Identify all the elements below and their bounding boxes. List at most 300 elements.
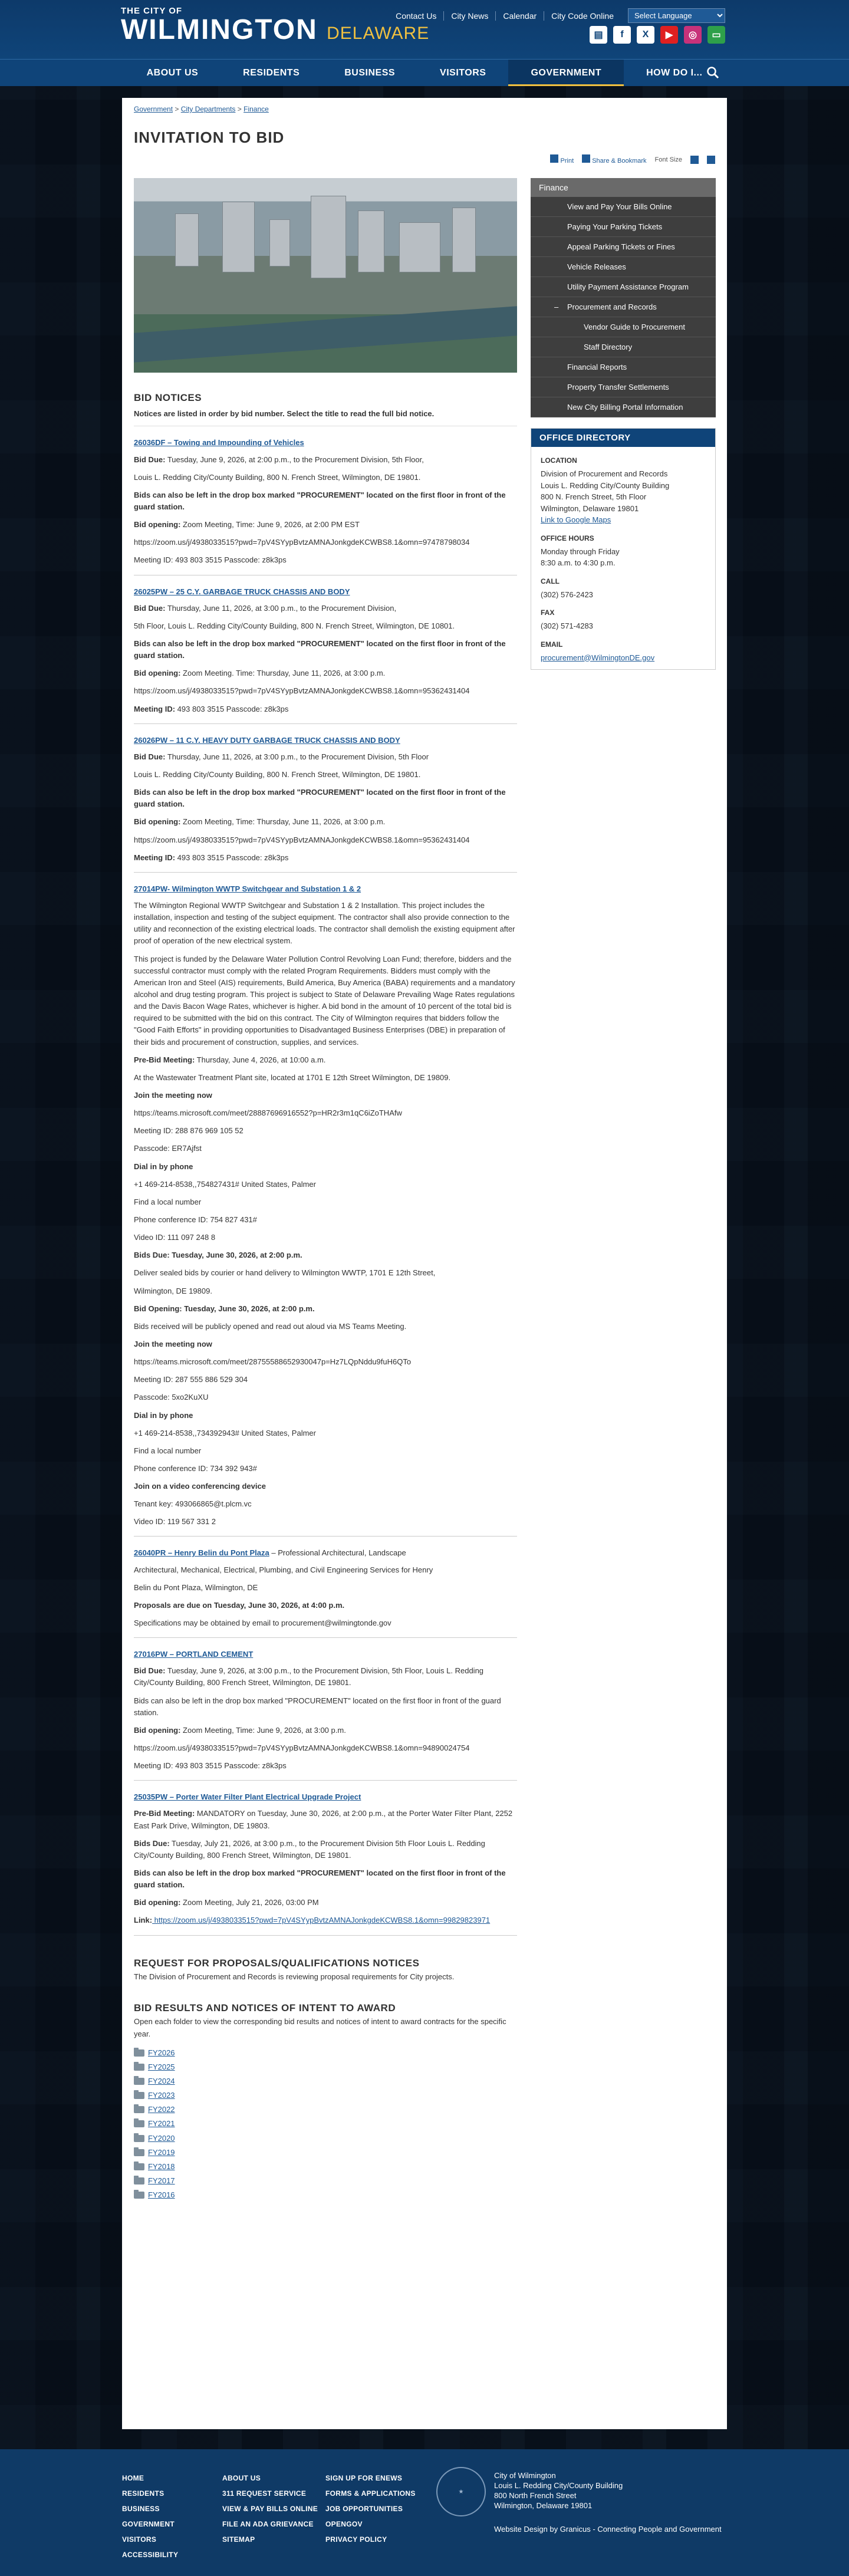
footer-link[interactable]: BUSINESS bbox=[122, 2505, 160, 2513]
divider bbox=[134, 1780, 517, 1781]
bid-detail-line bbox=[134, 816, 517, 828]
bid-detail-line bbox=[134, 1427, 517, 1439]
bid-detail-label: Bid Due: bbox=[134, 752, 166, 761]
bid-detail-text: +1 469-214-8538,,734392943# United States, Palmer bbox=[134, 1428, 316, 1437]
sidebar-menu-label: Appeal Parking Tickets or Fines bbox=[567, 242, 675, 251]
bid-detail-text: MANDATORY on Tuesday, June 30, 2026, at 2:00 p.m., at the Porter Water Filter Plant, 2252 East Park Drive, Wilmington, DE 19803. bbox=[134, 1809, 513, 1830]
bid-detail-text[interactable]: https://zoom.us/j/4938033515?pwd=7pV4SYypBvtzAMNAJonkgdeKCWBS8.1&omn=95362431404 bbox=[134, 835, 470, 844]
bid-detail-label: Proposals are due on Tuesday, June 30, 2026, at 4:00 p.m. bbox=[134, 1600, 345, 1610]
divider bbox=[134, 872, 517, 873]
x-icon[interactable]: X bbox=[637, 26, 654, 44]
sidebar-menu-label: Paying Your Parking Tickets bbox=[567, 222, 663, 231]
bid-detail-text: At the Wastewater Treatment Plant site, located at 1701 E 12th Street Wilmington, DE 19809. bbox=[134, 1072, 451, 1082]
main-nav bbox=[0, 59, 849, 86]
sidebar-menu-item[interactable] bbox=[531, 377, 716, 397]
google-maps-link[interactable]: Link to Google Maps bbox=[541, 515, 611, 524]
nav-how-do-i[interactable]: HOW DO I... bbox=[646, 68, 703, 78]
bid-detail-text[interactable]: https://zoom.us/j/4938033515?pwd=7pV4SYypBvtzAMNAJonkgdeKCWBS8.1&omn=95362431404 bbox=[134, 686, 470, 696]
share-icon bbox=[582, 154, 590, 163]
bid-notice bbox=[134, 1649, 517, 1781]
section-menu-head[interactable]: Finance bbox=[531, 178, 716, 197]
footer-column-3 bbox=[325, 2470, 416, 2547]
bid-detail-line bbox=[134, 834, 517, 846]
folder-icon bbox=[134, 2078, 144, 2085]
location-label: LOCATION bbox=[541, 456, 577, 465]
bid-detail-line bbox=[134, 1391, 517, 1403]
footer-link[interactable]: SITEMAP bbox=[222, 2535, 255, 2544]
bid-detail-text: Louis L. Redding City/County Building, 800 N. French Street, Wilmington, DE 19801. bbox=[134, 472, 421, 482]
breadcrumb-finance[interactable]: Finance bbox=[243, 105, 269, 113]
bid-title-row bbox=[134, 586, 517, 598]
building bbox=[399, 222, 440, 272]
logo-big bbox=[121, 16, 429, 48]
fax-number: (302) 571-4283 bbox=[541, 621, 593, 630]
main-content bbox=[134, 178, 517, 2203]
bid-detail-label: Join the meeting now bbox=[134, 1339, 212, 1348]
results-heading: BID RESULTS AND NOTICES OF INTENT TO AWARD bbox=[134, 2002, 396, 2014]
folder-link[interactable]: FY2018 bbox=[148, 2162, 175, 2171]
content-card bbox=[122, 98, 727, 2429]
facebook-icon[interactable]: f bbox=[613, 26, 631, 44]
bid-detail-text: Specifications may be obtained by email to procurement@wilmingtonde.gov bbox=[134, 1618, 391, 1628]
breadcrumb-government[interactable]: Government bbox=[134, 105, 173, 113]
utility-calendar-link[interactable]: Calendar bbox=[496, 11, 544, 21]
bid-detail-line bbox=[134, 1897, 517, 1909]
bid-detail-line bbox=[134, 537, 517, 548]
share-button[interactable] bbox=[582, 154, 646, 165]
bid-detail-line bbox=[134, 1356, 517, 1368]
bid-detail-text: Phone conference ID: 734 392 943# bbox=[134, 1463, 257, 1473]
bid-detail-line bbox=[134, 603, 517, 614]
footer-link[interactable]: ABOUT US bbox=[222, 2474, 261, 2482]
bid-detail-line bbox=[134, 900, 517, 948]
bid-detail-text: Meeting ID: 493 803 3515 Passcode: z8k3ps bbox=[134, 555, 287, 565]
bid-detail-label: Bids can also be left in the drop box marked "PROCUREMENT" located on the first floor in front of the guard station. bbox=[134, 490, 506, 512]
sidebar-menu-label: Staff Directory bbox=[584, 343, 633, 351]
news-icon[interactable]: ▤ bbox=[590, 26, 607, 44]
directory-body bbox=[531, 447, 715, 669]
section-menu bbox=[531, 178, 716, 417]
bid-detail-line bbox=[134, 1232, 517, 1243]
bid-detail-line bbox=[134, 1742, 517, 1754]
bid-detail-text: Bids received will be publicly opened and read out aloud via MS Teams Meeting. bbox=[134, 1321, 407, 1331]
bid-detail-line bbox=[134, 685, 517, 697]
footer-link[interactable]: OPENGOV bbox=[325, 2520, 363, 2528]
logo-city: WILMINGTON bbox=[121, 14, 318, 45]
print-icon bbox=[550, 154, 558, 163]
nav-visitors[interactable]: VISITORS bbox=[440, 68, 486, 78]
footer-link[interactable]: FORMS & APPLICATIONS bbox=[325, 2489, 416, 2498]
folder-link[interactable]: FY2016 bbox=[148, 2190, 175, 2200]
footer-link[interactable]: FILE AN ADA GRIEVANCE bbox=[222, 2520, 314, 2528]
email-link[interactable]: procurement@WilmingtonDE.gov bbox=[541, 653, 655, 662]
location-line: Division of Procurement and Records bbox=[541, 469, 668, 478]
logo-state: DELAWARE bbox=[327, 24, 430, 43]
footer-address bbox=[494, 2470, 623, 2511]
bid-detail-label: Dial in by phone bbox=[134, 1162, 193, 1171]
bid-detail-label: Bids Due: Tuesday, June 30, 2026, at 2:00 p.m. bbox=[134, 1251, 302, 1260]
breadcrumb: Government > City Departments > Finance bbox=[134, 105, 269, 113]
bid-detail-text: Tuesday, July 21, 2026, at 3:00 p.m., to the Procurement Division 5th Floor Louis L. Redding City/County Building, 800 French Street, Wilmington, DE 19801. bbox=[134, 1838, 485, 1860]
footer-link[interactable]: SIGN UP FOR ENEWS bbox=[325, 2474, 403, 2482]
bid-detail-text[interactable]: https://zoom.us/j/4938033515?pwd=7pV4SYypBvtzAMNAJonkgdeKCWBS8.1&omn=94890024754 bbox=[134, 1743, 470, 1753]
sidebar-menu-label: Procurement and Records bbox=[567, 302, 657, 311]
folder-link[interactable]: FY2023 bbox=[148, 2091, 175, 2100]
chat-icon[interactable]: ▭ bbox=[708, 26, 725, 44]
call-label: CALL bbox=[541, 577, 560, 585]
bid-detail-line bbox=[134, 953, 517, 1048]
bid-detail-line bbox=[134, 1481, 517, 1492]
bid-notice bbox=[134, 1791, 517, 1935]
bid-detail-line bbox=[134, 472, 517, 483]
bid-title-link[interactable]: 26026PW – 11 C.Y. HEAVY DUTY GARBAGE TRUCK CHASSIS AND BODY bbox=[134, 735, 400, 745]
bid-detail-text[interactable]: https://teams.microsoft.com/meet/28887696916552?p=HR2r3m1qC6iZoTHAfw bbox=[134, 1108, 402, 1118]
bid-detail-text: Phone conference ID: 754 827 431# bbox=[134, 1215, 257, 1224]
bid-detail-label: Meeting ID: bbox=[134, 704, 176, 713]
sidebar-menu-item[interactable] bbox=[531, 317, 716, 337]
rfp-heading: REQUEST FOR PROPOSALS/QUALIFICATIONS NOTICES bbox=[134, 1957, 420, 1969]
building bbox=[311, 196, 346, 278]
youtube-icon[interactable]: ▶ bbox=[660, 26, 678, 44]
page-title: INVITATION TO BID bbox=[134, 129, 285, 146]
bid-detail-line bbox=[134, 1445, 517, 1457]
bid-detail-line bbox=[134, 620, 517, 632]
folder-item[interactable] bbox=[134, 2090, 517, 2101]
results-text: Open each folder to view the corresponding bid results and notices of intent to award contracts for the specific year. bbox=[134, 2017, 506, 2038]
bid-detail-text: Tenant key: 493066865@t.plcm.vc bbox=[134, 1499, 252, 1509]
bid-detail-line bbox=[134, 638, 517, 662]
bid-detail-text: Zoom Meeting, Time: June 9, 2026, at 3:00 p.m. bbox=[180, 1725, 346, 1735]
folder-icon bbox=[134, 2106, 144, 2113]
folder-icon bbox=[134, 2092, 144, 2099]
bid-detail-line bbox=[134, 1564, 517, 1576]
sidebar bbox=[531, 178, 716, 670]
folder-link[interactable]: FY2019 bbox=[148, 2147, 175, 2157]
bid-detail-text: 493 803 3515 Passcode: z8k3ps bbox=[175, 704, 289, 713]
bid-detail-line bbox=[134, 1498, 517, 1510]
folder-link[interactable]: FY2020 bbox=[148, 2133, 175, 2143]
bid-title-row bbox=[134, 1791, 517, 1803]
bid-notice bbox=[134, 437, 517, 575]
share-label: Share & Bookmark bbox=[592, 157, 647, 165]
bid-detail-line bbox=[134, 1179, 517, 1190]
building bbox=[175, 213, 199, 267]
folder-list bbox=[134, 2047, 517, 2202]
footer-column-1 bbox=[122, 2470, 178, 2562]
folder-item[interactable] bbox=[134, 2175, 517, 2187]
folder-item[interactable] bbox=[134, 2047, 517, 2059]
bid-title-row bbox=[134, 1547, 517, 1559]
nav-about-us[interactable]: ABOUT US bbox=[146, 68, 199, 78]
hours-line: 8:30 a.m. to 4:30 p.m. bbox=[541, 558, 616, 567]
sidebar-menu-item[interactable] bbox=[531, 277, 716, 297]
hero-image bbox=[134, 178, 517, 373]
bid-title-link[interactable]: 27016PW – PORTLAND CEMENT bbox=[134, 1650, 254, 1659]
utility-news-link[interactable]: City News bbox=[444, 11, 496, 21]
bid-detail-label: Bids can also be left in the drop box marked "PROCUREMENT" located on the first floor in front of the guard station. bbox=[134, 1868, 506, 1890]
site-header bbox=[0, 0, 849, 59]
folder-link[interactable]: FY2021 bbox=[148, 2119, 175, 2128]
bid-detail-text: The Wilmington Regional WWTP Switchgear and Substation 1 & 2 Installation. This project includes the installation, inspection and testing of the subject equipment. The contractor shall also provide connection to the utility and reconnection of the existing electrical loads. The contractor shall demolish the existing equipment after proof of operation of the new electrical system. bbox=[134, 901, 515, 946]
folder-link[interactable]: FY2025 bbox=[148, 2062, 175, 2071]
folder-item[interactable] bbox=[134, 2133, 517, 2144]
bid-detail-label: Bid Due: bbox=[134, 603, 166, 613]
bid-detail-text: Passcode: 5xo2KuXU bbox=[134, 1393, 209, 1402]
bid-title-row bbox=[134, 437, 517, 449]
bid-detail-line bbox=[134, 554, 517, 566]
bid-detail-line bbox=[134, 1196, 517, 1208]
bid-detail-line bbox=[134, 1267, 517, 1279]
bid-title-link[interactable]: 26040PR – Henry Belin du Pont Plaza bbox=[134, 1548, 269, 1558]
bid-detail-text: Meeting ID: 287 555 886 529 304 bbox=[134, 1375, 248, 1384]
bid-detail-label: Link: bbox=[134, 1916, 153, 1925]
directory-head: OFFICE DIRECTORY bbox=[531, 429, 715, 447]
bid-detail-text: Tuesday, June 9, 2026, at 3:00 p.m., to the Procurement Division, 5th Floor, Louis L. Redding City/County Building, 800 French Street, Wilmington, DE 19801. bbox=[134, 1666, 484, 1687]
bid-detail-text: Meeting ID: 288 876 969 105 52 bbox=[134, 1126, 243, 1136]
bid-detail-line bbox=[134, 454, 517, 466]
footer-link[interactable]: RESIDENTS bbox=[122, 2489, 164, 2498]
bid-title-link[interactable]: 26025PW – 25 C.Y. GARBAGE TRUCK CHASSIS AND BODY bbox=[134, 587, 350, 596]
bid-detail-label: Pre-Bid Meeting: bbox=[134, 1055, 195, 1064]
bid-title-suffix: – Professional Architectural, Landscape bbox=[269, 1548, 406, 1558]
office-directory bbox=[531, 428, 716, 670]
bid-detail-text: Thursday, June 4, 2026, at 10:00 a.m. bbox=[195, 1055, 326, 1064]
phone-number[interactable]: (302) 576-2423 bbox=[541, 590, 593, 599]
folder-item[interactable] bbox=[134, 2104, 517, 2116]
bid-detail-label: Join on a video conferencing device bbox=[134, 1482, 266, 1491]
bid-detail-text: Find a local number bbox=[134, 1446, 202, 1455]
bid-detail-line bbox=[134, 1725, 517, 1736]
bid-detail-text: Passcode: ER7Ajfst bbox=[134, 1144, 202, 1153]
bid-detail-text: Louis L. Redding City/County Building, 800 N. French Street, Wilmington, DE 19801. bbox=[134, 770, 421, 779]
folder-item[interactable] bbox=[134, 2075, 517, 2087]
bid-detail-line bbox=[134, 1838, 517, 1861]
sidebar-menu-item[interactable] bbox=[531, 357, 716, 377]
bid-detail-text: Video ID: 119 567 331 2 bbox=[134, 1517, 216, 1526]
utility-code-link[interactable]: City Code Online bbox=[551, 11, 614, 21]
sidebar-menu-item[interactable] bbox=[531, 337, 716, 357]
nav-residents[interactable]: RESIDENTS bbox=[243, 68, 300, 78]
sidebar-menu-item[interactable] bbox=[531, 297, 716, 317]
footer-link[interactable]: PRIVACY POLICY bbox=[325, 2535, 387, 2544]
bid-detail-text[interactable]: https://zoom.us/j/4938033515?pwd=7pV4SYypBvtzAMNAJonkgdeKCWBS8.1&omn=97478798034 bbox=[134, 538, 470, 547]
sidebar-menu-label: Property Transfer Settlements bbox=[567, 383, 669, 392]
folder-link[interactable]: FY2026 bbox=[148, 2048, 175, 2057]
breadcrumb-departments[interactable]: City Departments bbox=[180, 105, 236, 113]
font-decrease-icon[interactable] bbox=[707, 156, 715, 164]
footer-link[interactable]: VISITORS bbox=[122, 2535, 157, 2544]
bid-detail-line bbox=[134, 703, 517, 715]
folder-icon bbox=[134, 2149, 144, 2156]
bid-detail-line bbox=[134, 1090, 517, 1101]
location-line: Louis L. Redding City/County Building bbox=[541, 481, 670, 490]
sidebar-menu-label: Utility Payment Assistance Program bbox=[567, 282, 689, 291]
bid-detail-text: Architectural, Mechanical, Electrical, Plumbing, and Civil Engineering Services for Henry bbox=[134, 1565, 433, 1574]
footer-address-line: City of Wilmington bbox=[494, 2471, 556, 2480]
footer-link[interactable]: GOVERNMENT bbox=[122, 2520, 175, 2528]
search-icon[interactable] bbox=[706, 66, 719, 79]
bid-detail-text: Belin du Pont Plaza, Wilmington, DE bbox=[134, 1583, 258, 1592]
site-logo[interactable] bbox=[121, 6, 429, 48]
river bbox=[134, 306, 517, 362]
footer-credit[interactable]: Website Design by Granicus - Connecting People and Government bbox=[494, 2525, 722, 2534]
bid-detail-line bbox=[134, 1582, 517, 1594]
folder-item[interactable] bbox=[134, 2147, 517, 2159]
bid-detail-label: Dial in by phone bbox=[134, 1410, 193, 1420]
bid-detail-line bbox=[134, 1695, 517, 1719]
bid-notice bbox=[134, 883, 517, 1537]
bid-detail-text[interactable]: https://zoom.us/j/4938033515?pwd=7pV4SYypBvtzAMNAJonkgdeKCWBS8.1&omn=99829823971 bbox=[152, 1916, 491, 1925]
footer-column-2 bbox=[222, 2470, 318, 2547]
bid-detail-line bbox=[134, 1338, 517, 1350]
folder-icon bbox=[134, 2177, 144, 2184]
folder-link[interactable]: FY2017 bbox=[148, 2176, 175, 2185]
divider bbox=[134, 723, 517, 724]
bid-detail-text: Bids can also be left in the drop box marked "PROCUREMENT" located on the first floor in front of the guard station. bbox=[134, 1696, 501, 1717]
bid-title-row bbox=[134, 883, 517, 895]
bid-detail-label: Bid Due: bbox=[134, 455, 166, 464]
building bbox=[269, 219, 290, 267]
bid-title-link[interactable]: 26036DF – Towing and Impounding of Vehicles bbox=[134, 438, 304, 448]
footer-address-line: 800 North French Street bbox=[494, 2491, 577, 2500]
folder-item[interactable] bbox=[134, 2118, 517, 2130]
site-footer bbox=[0, 2449, 849, 2576]
building bbox=[452, 208, 476, 272]
bid-detail-line bbox=[134, 1665, 517, 1689]
bid-detail-label: Bid opening: bbox=[134, 1898, 181, 1907]
collapse-icon[interactable]: – bbox=[554, 302, 559, 311]
footer-address-line: Louis L. Redding City/County Building bbox=[494, 2481, 623, 2490]
logo-small: THE CITY OF bbox=[121, 6, 183, 16]
folder-icon bbox=[134, 2120, 144, 2127]
building bbox=[222, 202, 255, 272]
bid-detail-line bbox=[134, 769, 517, 781]
bid-list bbox=[134, 437, 517, 1935]
bid-detail-line bbox=[134, 1249, 517, 1261]
bid-detail-line bbox=[134, 1321, 517, 1333]
bid-detail-line bbox=[134, 489, 517, 513]
footer-link[interactable]: VIEW & PAY BILLS ONLINE bbox=[222, 2505, 318, 2513]
bid-detail-label: Bids can also be left in the drop box marked "PROCUREMENT" located on the first floor in front of the guard station. bbox=[134, 788, 506, 809]
sidebar-menu-item[interactable] bbox=[531, 217, 716, 237]
bid-notice bbox=[134, 735, 517, 873]
footer-address-line: Wilmington, Delaware 19801 bbox=[494, 2501, 593, 2510]
bid-detail-text: Deliver sealed bids by courier or hand delivery to Wilmington WWTP, 1701 E 12th Street, bbox=[134, 1268, 436, 1278]
sidebar-menu-label: View and Pay Your Bills Online bbox=[567, 202, 672, 211]
folder-item[interactable] bbox=[134, 2189, 517, 2201]
city-seal-icon: ★ bbox=[436, 2467, 486, 2516]
bid-detail-text: Zoom Meeting. Time: Thursday, June 11, 2026, at 3:00 p.m. bbox=[180, 669, 386, 678]
bid-detail-line bbox=[134, 1914, 517, 1926]
bid-detail-line bbox=[134, 1143, 517, 1154]
folder-icon bbox=[134, 2163, 144, 2170]
language-select[interactable] bbox=[628, 8, 725, 23]
bid-detail-text: Video ID: 111 097 248 8 bbox=[134, 1233, 216, 1242]
bid-detail-line bbox=[134, 1054, 517, 1066]
bid-title-link[interactable]: 25035PW – Porter Water Filter Plant Electrical Upgrade Project bbox=[134, 1792, 361, 1802]
utility-contact-link[interactable]: Contact Us bbox=[389, 11, 444, 21]
bid-notices-note: Notices are listed in order by bid number. Select the title to read the full bid notice. bbox=[134, 409, 435, 419]
instagram-icon[interactable]: ◎ bbox=[684, 26, 702, 44]
footer-link[interactable]: JOB OPPORTUNITIES bbox=[325, 2505, 403, 2513]
bid-detail-text: Tuesday, June 9, 2026, at 2:00 p.m., to the Procurement Division, 5th Floor, bbox=[165, 455, 424, 464]
bid-detail-line bbox=[134, 1867, 517, 1891]
footer-link[interactable]: 311 REQUEST SERVICE bbox=[222, 2489, 307, 2498]
utility-links bbox=[389, 8, 725, 23]
bid-detail-line bbox=[134, 1285, 517, 1297]
bid-detail-label: Bids Due: bbox=[134, 1838, 170, 1848]
bid-title-link[interactable]: 27014PW- Wilmington WWTP Switchgear and Substation 1 & 2 bbox=[134, 884, 361, 893]
bid-detail-line bbox=[134, 1125, 517, 1137]
bid-detail-text: This project is funded by the Delaware Water Pollution Control Revolving Loan Fund; therefore, bidders and the successful contractor must comply with the related Program Requirements. Bidders must comply with the American Iron and Steel (AIS) requirements, Build America, Buy America (BABA) requirements and a mandatory alcohol and drug testing program. This project is subject to State of Delaware Prevailing Wage Rates regulations and the Davis Bacon Wage Rates, whichever is higher. A bid bond in the amount of 10 percent of the total bid is required to be submitted with the bid on this contract. The City of Wilmington requires that bidders follow the "Good Faith Efforts" in providing opportunities to Disadvantaged Business Enterprises (DBE) in preparation of their bids and procurement of construction, supplies, and services. bbox=[134, 954, 515, 1047]
email-label: EMAIL bbox=[541, 640, 563, 649]
bid-detail-label: Bid opening: bbox=[134, 817, 181, 827]
bid-detail-line bbox=[134, 1072, 517, 1084]
bid-detail-text: Zoom Meeting, Time: Thursday, June 11, 2026, at 3:00 p.m. bbox=[180, 817, 386, 827]
sidebar-menu-label: Vendor Guide to Procurement bbox=[584, 323, 685, 331]
bid-detail-label: Bids can also be left in the drop box marked "PROCUREMENT" located on the first floor in front of the guard station. bbox=[134, 639, 506, 660]
bid-detail-text[interactable]: https://teams.microsoft.com/meet/28755588652930047p=Hz7LQpNddu9fuH6QTo bbox=[134, 1357, 412, 1367]
sidebar-menu-item[interactable] bbox=[531, 257, 716, 277]
folder-icon bbox=[134, 2192, 144, 2199]
bid-notice bbox=[134, 1547, 517, 1638]
bid-detail-line bbox=[134, 1463, 517, 1475]
folder-icon bbox=[134, 2135, 144, 2142]
print-label: Print bbox=[560, 157, 574, 165]
bid-detail-line bbox=[134, 1410, 517, 1422]
bid-detail-label: Bid Opening: Tuesday, June 30, 2026, at 2:00 p.m. bbox=[134, 1304, 315, 1313]
folder-link[interactable]: FY2022 bbox=[148, 2105, 175, 2114]
bid-detail-text: 493 803 3515 Passcode: z8k3ps bbox=[175, 853, 289, 862]
sidebar-menu-item[interactable] bbox=[531, 237, 716, 257]
folder-item[interactable] bbox=[134, 2161, 517, 2173]
nav-business[interactable]: BUSINESS bbox=[344, 68, 396, 78]
nav-government[interactable]: GOVERNMENT bbox=[508, 60, 624, 86]
folder-item[interactable] bbox=[134, 2061, 517, 2073]
bid-detail-label: Meeting ID: bbox=[134, 853, 176, 862]
page-tools bbox=[550, 154, 715, 165]
bid-detail-text: Thursday, June 11, 2026, at 3:00 p.m., to the Procurement Division, 5th Floor bbox=[165, 752, 429, 761]
folder-icon bbox=[134, 2064, 144, 2071]
bid-detail-label: Bid opening: bbox=[134, 520, 181, 529]
bid-detail-line bbox=[134, 1374, 517, 1386]
bid-notice bbox=[134, 586, 517, 724]
sidebar-menu-item[interactable] bbox=[531, 197, 716, 217]
font-increase-icon[interactable] bbox=[690, 156, 699, 164]
building bbox=[358, 210, 384, 272]
bid-detail-text: Find a local number bbox=[134, 1197, 202, 1206]
font-size-label: Font Size bbox=[654, 156, 682, 163]
bid-detail-line bbox=[134, 852, 517, 864]
divider bbox=[134, 1935, 517, 1936]
bid-detail-line bbox=[134, 667, 517, 679]
print-button[interactable] bbox=[550, 154, 574, 165]
bid-detail-text: Thursday, June 11, 2026, at 3:00 p.m., to the Procurement Division, bbox=[165, 603, 397, 613]
footer-link[interactable]: HOME bbox=[122, 2474, 144, 2482]
bid-detail-text: Meeting ID: 493 803 3515 Passcode: z8k3ps bbox=[134, 1761, 287, 1771]
bid-detail-line bbox=[134, 1600, 517, 1611]
bid-detail-line bbox=[134, 1516, 517, 1528]
folder-link[interactable]: FY2024 bbox=[148, 2076, 175, 2085]
section-menu-items bbox=[531, 197, 716, 417]
sidebar-menu-label: Financial Reports bbox=[567, 363, 627, 371]
footer-link[interactable]: ACCESSIBILITY bbox=[122, 2551, 179, 2559]
bid-detail-line bbox=[134, 1303, 517, 1315]
sidebar-menu-label: Vehicle Releases bbox=[567, 262, 626, 271]
sidebar-menu-item[interactable] bbox=[531, 397, 716, 417]
rfp-text: The Division of Procurement and Records is reviewing proposal requirements for City projects. bbox=[134, 1972, 455, 1981]
bid-notices-heading: BID NOTICES bbox=[134, 392, 202, 403]
